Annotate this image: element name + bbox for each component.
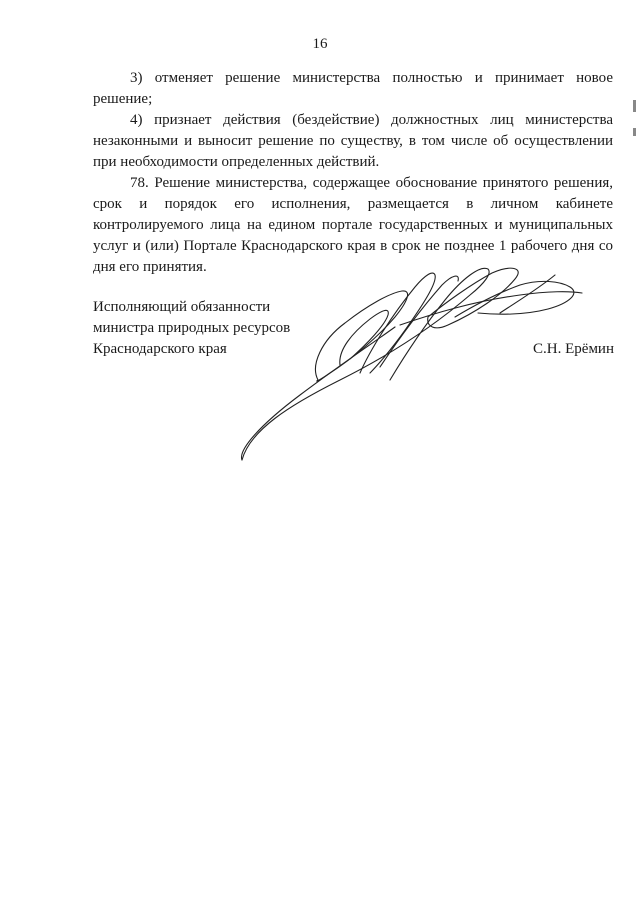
document-body bbox=[93, 68, 613, 278]
position-line: Краснодарского края bbox=[93, 341, 227, 357]
paragraph-78: 78. Решение министерства, содержащее обоснование принятого решения, срок и порядок его исполнения, размещается в личном кабинете контролируемого лица на едином портале государственных и муниципальных услуг и (или) Портале Краснодарского края в срок не позднее 1 рабочего дня со дня его принятия. bbox=[93, 175, 613, 275]
position-line: министра природных ресурсов bbox=[93, 320, 291, 336]
position-line: Исполняющий обязанности bbox=[93, 299, 271, 315]
paragraph-item-3: 3) отменяет решение министерства полностью и принимает новое решение; bbox=[93, 70, 613, 107]
edge-mark bbox=[633, 128, 636, 136]
signatory-name: С.Н. Ерёмин bbox=[533, 341, 614, 357]
paragraph-item-4: 4) признает действия (бездействие) должностных лиц министерства незаконными и выносит решение по существу, в том числе об осуществлении при необходимости определенных действий. bbox=[93, 112, 613, 170]
page-number: 16 bbox=[312, 36, 328, 52]
edge-mark bbox=[633, 100, 636, 112]
handwritten-signature bbox=[230, 255, 590, 470]
